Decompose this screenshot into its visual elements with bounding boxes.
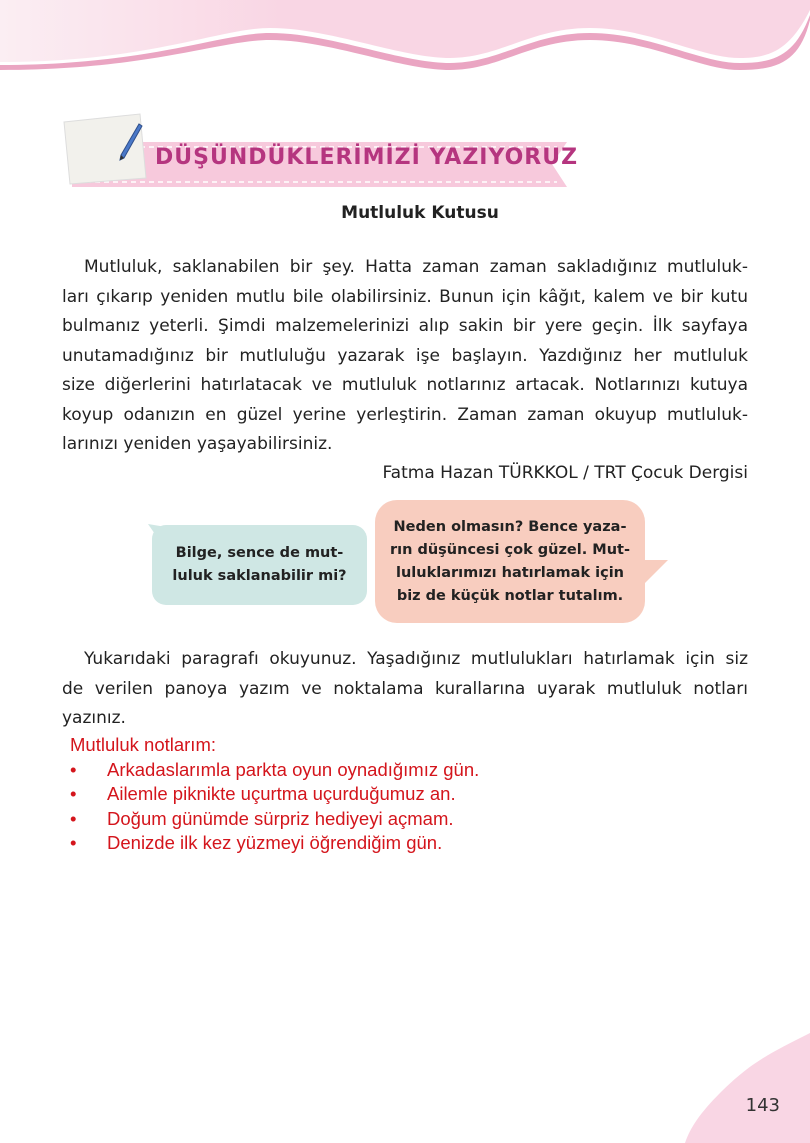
bubble-line: Bilge, sence de mut-: [175, 545, 344, 561]
bubble-line: luluk saklanabilir mi?: [172, 568, 347, 584]
bullet: •: [70, 783, 77, 804]
list-item: [70, 782, 479, 807]
list-item: [70, 831, 479, 856]
paragraph-line: ları çıkarıp yeniden mutlu bile olabilirsiniz. Bunun için kâğıt, kalem ve bir kutu: [62, 286, 748, 307]
note-text: Doğum günümde sürpriz hediyeyi açmam.: [107, 807, 454, 829]
reading-paragraph: [62, 253, 748, 460]
top-wave-decoration: [0, 0, 810, 90]
bubble-line: luluklarımızı hatırlamak için: [396, 564, 624, 581]
bullet: •: [70, 832, 77, 853]
instruction-line: yazınız.: [62, 708, 126, 728]
list-item: [70, 807, 479, 832]
instruction-line: de verilen panoya yazım ve noktalama kurallarına uyarak mutluluk notları: [62, 678, 748, 699]
text-source: Fatma Hazan TÜRKKOL / TRT Çocuk Dergisi: [382, 463, 748, 483]
paragraph-line: Mutluluk, saklanabilen bir şey. Hatta zaman zaman sakladığınız mutluluk-: [84, 257, 748, 277]
note-text: Denizde ilk kez yüzmeyi öğrendiğim gün.: [107, 832, 443, 853]
happiness-notes: [70, 733, 479, 856]
bubble-line: Neden olmasın? Bence yaza-: [393, 518, 627, 535]
bubble-line: rın düşüncesi çok güzel. Mut-: [389, 541, 630, 558]
paragraph-line: unutamadığınız bir mutluluğu yazarak işe başlayın. Yazdığınız her mutluluk: [62, 345, 748, 366]
notes-heading: Mutluluk notlarım:: [70, 734, 216, 755]
bullet: •: [70, 807, 77, 829]
paragraph-line: size diğerlerini hatırlatacak ve mutluluk notlarınız artacak. Notlarınızı kutuya: [62, 375, 748, 395]
bubble-line: biz de küçük notlar tutalım.: [396, 587, 624, 604]
note-text: Arkadaslarımla parkta oyun oynadığımız gün.: [107, 758, 480, 780]
bullet: •: [70, 758, 77, 780]
speech-bubble-right: [375, 500, 645, 623]
paragraph-line: bulmanız yeterli. Şimdi malzemelerinizi alıp sakin bir yere geçin. İlk sayfaya: [62, 316, 748, 336]
instruction-line: Yukarıdaki paragrafı okuyunuz. Yaşadığınız mutlulukları hatırlamak için siz: [84, 649, 748, 669]
speech-bubble-left: [152, 525, 367, 605]
text-title: Mutluluk Kutusu: [341, 203, 499, 223]
note-paper-icon: [64, 114, 146, 184]
paragraph-line: larınızı yeniden yaşayabilirsiniz.: [62, 434, 333, 454]
page-number: 143: [745, 1095, 780, 1116]
note-text: Ailemle piknikte uçurtma uçurduğumuz an.: [107, 783, 456, 804]
section-banner-title: DÜŞÜNDÜKLERİMİZİ YAZIYORUZ: [155, 145, 579, 170]
list-item: [70, 758, 479, 783]
instruction-paragraph: [62, 645, 748, 734]
paragraph-line: koyup odanızın en güzel yerine yerleştirin. Zaman zaman okuyup mutluluk-: [62, 404, 748, 425]
corner-decoration: [680, 1033, 810, 1143]
